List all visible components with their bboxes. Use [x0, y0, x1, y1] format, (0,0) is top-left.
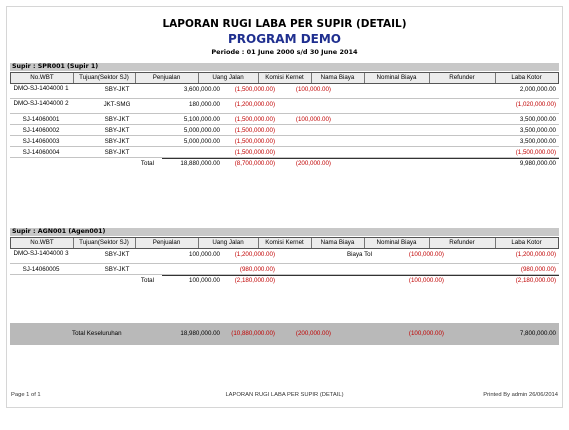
table-row	[10, 84, 559, 99]
table-header	[10, 72, 559, 84]
cell-nama-biaya: Biaya Tol	[347, 251, 372, 258]
column-divider	[364, 238, 365, 248]
column-header: Penjualan	[152, 74, 181, 81]
column-header: Laba Kotor	[511, 239, 542, 246]
cell-laba: 3,500,000.00	[519, 127, 556, 134]
total-penjualan: 18,880,000.00	[180, 160, 220, 167]
column-header: No.WBT	[30, 74, 54, 81]
table-row	[10, 99, 559, 114]
cell-tujuan: SBY-JKT	[104, 149, 130, 156]
total-rule	[162, 158, 559, 159]
cell-uang-jalan: (1,500,000.00)	[234, 149, 275, 156]
column-divider	[311, 73, 312, 83]
footer-report-name: LAPORAN RUGI LABA PER SUPIR (DETAIL)	[225, 392, 344, 398]
footer-page-number: Page 1 of 1	[11, 392, 41, 398]
total-rule	[162, 275, 559, 276]
cell-penjualan: 5,000,000.00	[183, 138, 220, 145]
column-header: Penjualan	[152, 239, 181, 246]
column-header: Nominal Biaya	[376, 239, 417, 246]
cell-wbt: SJ-14060005	[22, 266, 60, 273]
report-title: LAPORAN RUGI LABA PER SUPIR (DETAIL)	[162, 18, 407, 30]
table-row	[10, 147, 559, 158]
cell-penjualan: 180,000.00	[189, 101, 220, 108]
column-header: Uang Jalan	[212, 239, 244, 246]
group-label: Supir : SPR001 (Supir 1)	[10, 63, 559, 71]
cell-laba: (1,200,000.00)	[515, 251, 556, 258]
column-header: Tujuan(Sektor SJ)	[79, 239, 129, 246]
group-table	[10, 72, 559, 170]
column-divider	[495, 238, 496, 248]
grand-total-laba: 7,800,000.00	[519, 330, 556, 337]
column-header: No.WBT	[30, 239, 54, 246]
table-row	[10, 114, 559, 125]
cell-laba: 3,500,000.00	[519, 138, 556, 145]
column-divider	[135, 238, 136, 248]
company-name: PROGRAM DEMO	[227, 32, 342, 46]
cell-nominal: (100,000.00)	[408, 251, 444, 258]
cell-uang-jalan: (1,500,000.00)	[234, 138, 275, 145]
cell-laba: (1,500,000.00)	[515, 149, 556, 156]
cell-uang-jalan: (1,500,000.00)	[234, 86, 275, 93]
column-divider	[73, 238, 74, 248]
group-table	[10, 237, 559, 287]
column-header: Uang Jalan	[212, 74, 244, 81]
cell-uang-jalan: (1,200,000.00)	[234, 251, 275, 258]
cell-penjualan: 100,000.00	[189, 251, 220, 258]
column-divider	[198, 238, 199, 248]
footer-printed-by: Printed By admin 26/06/2014	[483, 392, 558, 398]
column-divider	[73, 73, 74, 83]
cell-uang-jalan: (980,000.00)	[239, 266, 275, 273]
column-header: Laba Kotor	[511, 74, 542, 81]
column-divider	[495, 73, 496, 83]
column-header: Refunder	[449, 239, 475, 246]
table-row	[10, 125, 559, 136]
grand-total-komisi: (200,000.00)	[295, 330, 331, 337]
total-laba: 9,980,000.00	[519, 160, 556, 167]
column-header: Komisi Kernet	[265, 74, 304, 81]
column-divider	[135, 73, 136, 83]
report-page	[6, 6, 563, 408]
total-komisi: (200,000.00)	[295, 160, 331, 167]
column-header: Nominal Biaya	[376, 74, 417, 81]
cell-tujuan: SBY-JKT	[104, 116, 130, 123]
total-row	[10, 275, 559, 287]
cell-tujuan: JKT-SMG	[103, 101, 131, 108]
column-divider	[258, 238, 259, 248]
cell-wbt: SJ-14060004	[22, 149, 60, 156]
cell-laba: 3,500,000.00	[519, 116, 556, 123]
total-nominal: (100,000.00)	[408, 277, 444, 284]
cell-penjualan: 3,600,000.00	[183, 86, 220, 93]
total-laba: (2,180,000.00)	[515, 277, 556, 284]
cell-penjualan: 5,000,000.00	[183, 127, 220, 134]
cell-wbt: SJ-14060001	[22, 116, 60, 123]
cell-wbt: SJ-14060003	[22, 138, 60, 145]
column-divider	[364, 73, 365, 83]
cell-uang-jalan: (1,200,000.00)	[234, 101, 275, 108]
cell-tujuan: SBY-JKT	[104, 86, 130, 93]
cell-wbt: DMO-SJ-1404000 1	[13, 85, 69, 92]
column-divider	[198, 73, 199, 83]
cell-wbt: DMO-SJ-1404000 3	[13, 250, 69, 257]
cell-penjualan: 5,100,000.00	[183, 116, 220, 123]
cell-laba: (1,020,000.00)	[515, 101, 556, 108]
column-header: Nama Biaya	[320, 239, 355, 246]
column-header: Nama Biaya	[320, 74, 355, 81]
cell-tujuan: SBY-JKT	[104, 127, 130, 134]
total-label: Total	[140, 277, 154, 284]
report-period: Periode : 01 June 2000 s/d 30 June 2014	[211, 48, 358, 56]
table-row	[10, 264, 559, 275]
group-label: Supir : AGN001 (Agen001)	[10, 228, 559, 236]
column-header: Refunder	[449, 74, 475, 81]
column-header: Tujuan(Sektor SJ)	[79, 74, 129, 81]
cell-tujuan: SBY-JKT	[104, 138, 130, 145]
total-uang-jalan: (8,700,000.00)	[234, 160, 275, 167]
cell-uang-jalan: (1,500,000.00)	[234, 127, 275, 134]
cell-tujuan: SBY-JKT	[104, 266, 130, 273]
grand-total-penjualan: 18,980,000.00	[180, 330, 220, 337]
column-divider	[429, 238, 430, 248]
column-header: Komisi Kernet	[265, 239, 304, 246]
table-header	[10, 237, 559, 249]
column-divider	[429, 73, 430, 83]
total-uang-jalan: (2,180,000.00)	[234, 277, 275, 284]
table-row	[10, 136, 559, 147]
cell-laba: (980,000.00)	[520, 266, 556, 273]
cell-komisi: (100,000.00)	[295, 86, 331, 93]
cell-tujuan: SBY-JKT	[104, 251, 130, 258]
total-penjualan: 100,000.00	[189, 277, 220, 284]
table-row	[10, 249, 559, 264]
total-label: Total	[140, 160, 154, 167]
cell-laba: 2,000,000.00	[519, 86, 556, 93]
cell-komisi: (100,000.00)	[295, 116, 331, 123]
grand-total-row	[10, 323, 559, 345]
cell-wbt: SJ-14060002	[22, 127, 60, 134]
grand-total-uang-jalan: (10,880,000.00)	[231, 330, 275, 337]
cell-uang-jalan: (1,500,000.00)	[234, 116, 275, 123]
column-divider	[311, 238, 312, 248]
column-divider	[258, 73, 259, 83]
grand-total-label: Total Keseluruhan	[72, 330, 122, 337]
grand-total-nominal: (100,000.00)	[408, 330, 444, 337]
total-row	[10, 158, 559, 170]
cell-wbt: DMO-SJ-1404000 2	[13, 100, 69, 107]
